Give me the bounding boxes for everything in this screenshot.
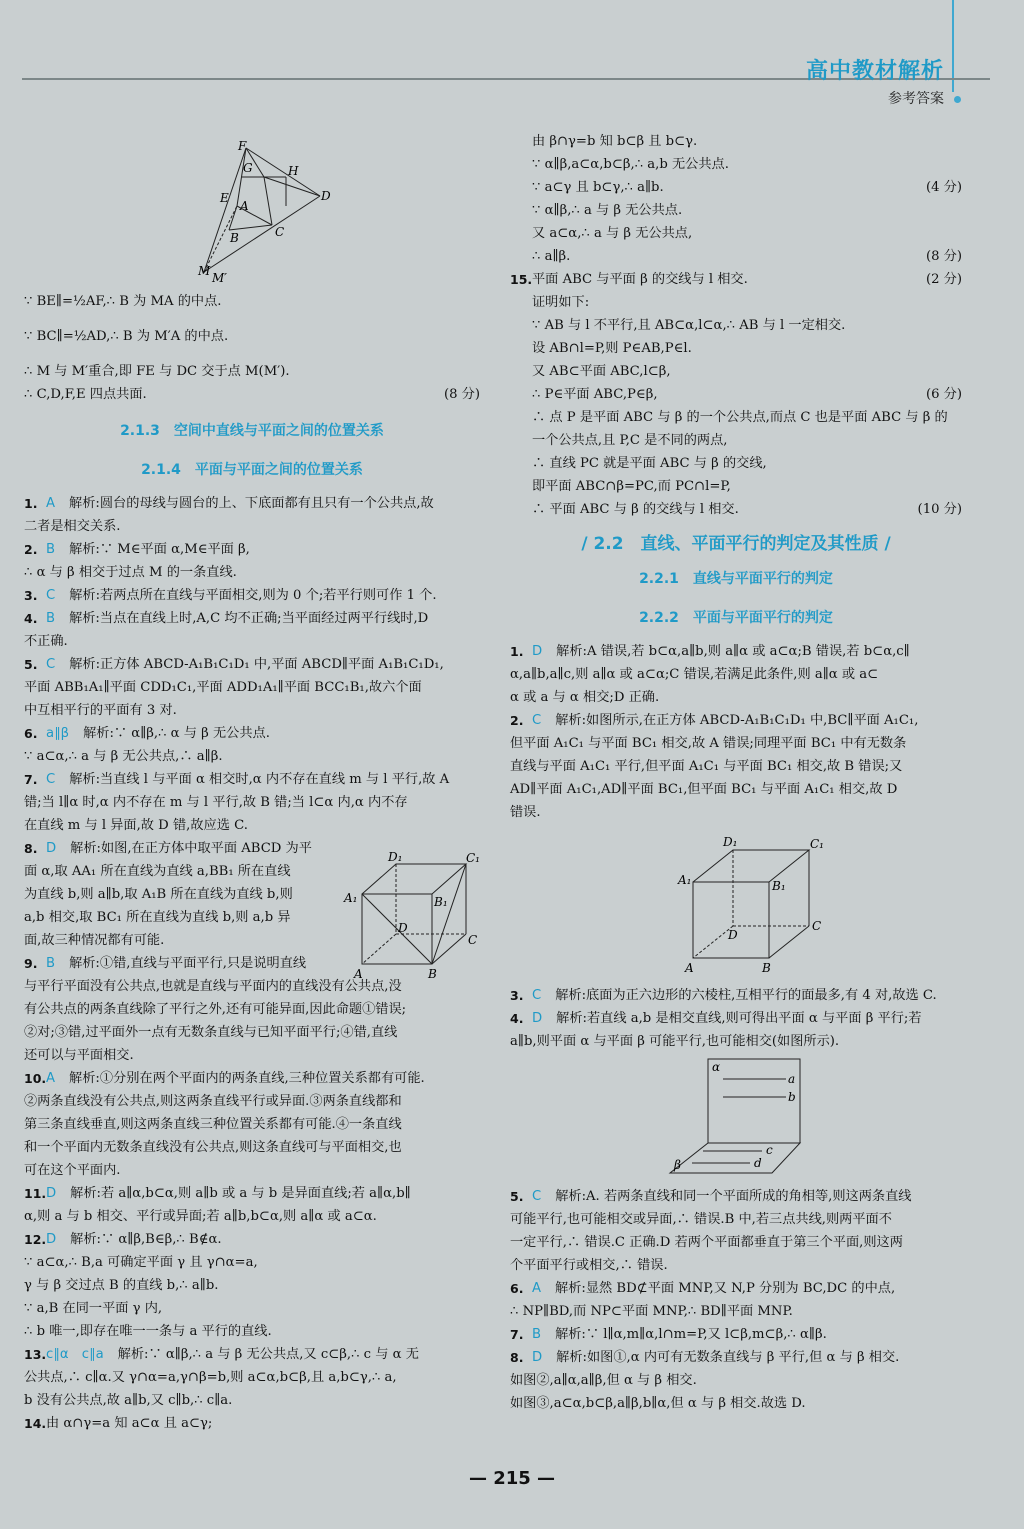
answer-text: 与平行平面没有公共点,也就是直线与平面内的直线没有公共点,没 <box>24 979 402 994</box>
cube-left-svg <box>340 848 480 988</box>
answer-item <box>510 1323 962 1346</box>
answer-text: 第三条直线垂直,则这两条直线三种位置关系都有可能.④一条直线 <box>24 1117 402 1132</box>
points: (6 分) <box>925 387 962 402</box>
answer-line <box>24 745 480 768</box>
answer-text: 解析:当点在直线上时,A,C 均不正确;当平面经过两平行线时,D <box>69 611 429 626</box>
cube-right-label-c1: C₁ <box>810 837 824 851</box>
answer-text: 解析:圆台的母线与圆台的上、下底面都有且只有一个公共点,故 <box>69 496 434 511</box>
planes-label-d: d <box>754 1156 762 1170</box>
question-number: 4. <box>24 611 38 626</box>
question-number: 3. <box>24 588 38 603</box>
answer-item <box>510 1346 962 1415</box>
cube-right-label-c: C <box>812 919 822 933</box>
answer-text: 有公共点的两条直线除了平行之外,还有可能异面,因此命题①错误; <box>24 1002 407 1017</box>
answer-text: 直线与平面 A₁C₁ 平行,但平面 A₁C₁ 与平面 BC₁ 相交,故 B 错误;又 <box>510 759 903 774</box>
cube-right-svg <box>510 824 962 984</box>
answer-line <box>510 1231 962 1254</box>
pre-text: ∴ C,D,F,E 四点共面. <box>24 387 147 402</box>
answer-text: 解析:∵ l∥α,m∥α,l∩m=P,又 l⊂β,m⊂β,∴ α∥β. <box>555 1327 827 1342</box>
q15-text: 平面 ABC 与平面 β 的交线与 l 相交. <box>532 272 748 287</box>
question-number: 11. <box>24 1186 47 1201</box>
pyramid-label-h: H <box>288 164 299 178</box>
answer-choice: A <box>46 496 56 511</box>
answer-line <box>24 630 480 653</box>
answer-text: α 或 a 与 α 相交;D 正确. <box>510 690 660 705</box>
answer-text: 面,故三种情况都有可能. <box>24 933 165 948</box>
answer-text: ∴ NP∥BD,而 NP⊂平面 MNP,∴ BD∥平面 MNP. <box>510 1304 793 1319</box>
question-number: 14. <box>24 1416 47 1431</box>
answer-text: 解析:正方体 ABCD-A₁B₁C₁D₁ 中,平面 ABCD∥平面 A₁B₁C₁D₁, <box>69 657 444 672</box>
answer-line <box>532 984 962 1007</box>
question-number: 6. <box>510 1281 524 1296</box>
answer-line <box>24 1136 480 1159</box>
answer-item <box>24 653 480 722</box>
q15-text: ∴ 平面 ABC 与 β 的交线与 l 相交. <box>532 502 739 517</box>
answer-choice: A <box>46 1071 56 1086</box>
answer-text: 解析:∵ α∥β,B∈β,∴ B∉α. <box>70 1232 222 1247</box>
answer-item <box>24 607 480 653</box>
pre-text: ∵ BE∥=½AF,∴ B 为 MA 的中点. <box>24 294 222 309</box>
answer-text: α,则 a 与 b 相交、平行或异面;若 a∥b,b⊂α,则 a∥α 或 a⊂α. <box>24 1209 377 1224</box>
pyramid-label-c: C <box>275 225 285 239</box>
pre-text: ∴ M 与 M′重合,即 FE 与 DC 交于点 M(M′). <box>24 364 290 379</box>
answer-line <box>24 676 480 699</box>
pyramid-label-b: B <box>230 231 239 245</box>
answer-item <box>510 1007 962 1053</box>
cube-right-label-b: B <box>762 961 771 975</box>
answer-text: 由 α∩γ=a 知 a⊂α 且 a⊂γ; <box>46 1416 213 1431</box>
answer-line <box>532 1007 962 1030</box>
answer-line <box>24 998 480 1021</box>
pre-text: ∵ BC∥=½AD,∴ B 为 M′A 的中点. <box>24 329 229 344</box>
answer-item <box>24 1182 480 1228</box>
answer-text: ∵ a,B 在同一平面 γ 内, <box>24 1301 163 1316</box>
answer-line <box>24 1297 480 1320</box>
q15-text: ∴ 点 P 是平面 ABC 与 β 的一个公共点,而点 C 也是平面 ABC 与 β 的 <box>532 410 948 425</box>
answer-text: 解析:底面为正六边形的六棱柱,互相平行的面最多,有 4 对,故选 C. <box>555 988 937 1003</box>
answer-text: 解析:①分别在两个平面内的两条直线,三种位置关系都有可能. <box>69 1071 425 1086</box>
answer-item <box>510 709 962 824</box>
q15-line <box>532 406 962 429</box>
answer-choice: B <box>46 611 56 626</box>
answer-text: 在直线 m 与 l 异面,故 D 错,故应选 C. <box>24 818 248 833</box>
answer-text: 为直线 b,则 a∥b,取 A₁B 所在直线为直线 b,则 <box>24 887 293 902</box>
cube-right-label-d: D <box>728 928 738 942</box>
q15-text: 一个公共点,且 P,C 是不同的两点, <box>532 433 728 448</box>
header-subtitle: 参考答案 <box>888 91 944 107</box>
pre-text: ∵ a⊂γ 且 b⊂γ,∴ a∥b. <box>532 180 664 195</box>
section-heading-2-2-2: 2.2.2 平面与平面平行的判定 <box>639 610 833 626</box>
answer-text: 中互相平行的平面有 3 对. <box>24 703 177 718</box>
answer-line <box>46 538 480 561</box>
pre-line <box>532 176 962 199</box>
answer-item <box>510 640 962 709</box>
section-heading-2-1-3: 2.1.3 空间中直线与平面之间的位置关系 <box>120 423 384 439</box>
answer-text: 个平面平行或相交,∴ 错误. <box>510 1258 668 1273</box>
answer-text: 解析:A 错误,若 b⊂α,a∥b,则 a∥α 或 a⊂α;B 错误,若 b⊂α,c∥ <box>556 644 910 659</box>
answer-choice: C <box>532 1189 542 1204</box>
answer-text: 公共点,∴ c∥α.又 γ∩α=a,γ∩β=b,则 a⊂α,b⊂β,且 a,b⊂γ,∴ a, <box>24 1370 397 1385</box>
answer-line <box>46 492 480 515</box>
q15-text: ∵ AB 与 l 不平行,且 AB⊂α,l⊂α,∴ AB 与 l 一定相交. <box>532 318 846 333</box>
answer-line <box>510 686 962 709</box>
planes-label-beta: β <box>674 1158 681 1172</box>
answer-line <box>510 1392 962 1415</box>
answer-text: ②两条直线没有公共点,则这两条直线平行或异面.③两条直线都和 <box>24 1094 402 1109</box>
answer-text: ∴ b 唯一,即存在唯一一条与 a 平行的直线. <box>24 1324 272 1339</box>
question-number: 2. <box>510 713 524 728</box>
answer-line <box>46 768 480 791</box>
right-column <box>510 130 962 1415</box>
answer-text: 二者是相交关系. <box>24 519 121 534</box>
answer-line <box>46 722 480 745</box>
answer-line <box>24 1113 480 1136</box>
answer-line <box>24 1090 480 1113</box>
answer-text: 解析:当直线 l 与平面 α 相交时,α 内不存在直线 m 与 l 平行,故 A <box>69 772 450 787</box>
pyramid-label-m: M <box>198 264 211 278</box>
answer-line <box>510 663 962 686</box>
right-answer-list-a <box>510 640 962 824</box>
section-heading-2-1-4: 2.1.4 平面与平面之间的位置关系 <box>141 462 363 478</box>
answer-text: 还可以与平面相交. <box>24 1048 134 1063</box>
answer-text: a∥b,则平面 α 与平面 β 可能平行,也可能相交(如图所示). <box>510 1034 840 1049</box>
answer-line <box>532 640 962 663</box>
q15-text: ∴ 直线 PC 就是平面 ABC 与 β 的交线, <box>532 456 767 471</box>
answer-item <box>510 1185 962 1277</box>
answer-line <box>510 732 962 755</box>
q15-line <box>532 291 962 314</box>
answer-choice: D <box>46 1232 57 1247</box>
answer-choice: A <box>532 1281 542 1296</box>
pyramid-label-a: A <box>240 199 249 213</box>
section-heading-2-2: / 2.2 直线、平面平行的判定及其性质 / <box>581 534 891 554</box>
question-number: 3. <box>510 988 524 1003</box>
cube-figure-left <box>340 848 480 988</box>
answer-text: 不正确. <box>24 634 68 649</box>
header-dot <box>954 96 961 103</box>
answer-item <box>24 1228 480 1343</box>
cube-left-label-a: A <box>354 967 363 981</box>
answer-choice: D <box>46 841 57 856</box>
page-number: — 215 — <box>468 1468 556 1489</box>
answer-text: ∵ a⊂α,∴ B,a 可确定平面 γ 且 γ∩α=a, <box>24 1255 258 1270</box>
question-number: 9. <box>24 956 38 971</box>
answer-line <box>510 1208 962 1231</box>
question-number: 12. <box>24 1232 47 1247</box>
pre-line <box>532 222 962 245</box>
answer-line <box>510 1254 962 1277</box>
answer-item <box>24 1067 480 1182</box>
answer-line <box>24 515 480 538</box>
answer-choice: c∥α c∥a <box>46 1347 104 1362</box>
answer-line <box>24 1159 480 1182</box>
cube-left-label-b1: B₁ <box>434 895 448 909</box>
answer-text: 解析:若 a∥α,b⊂α,则 a∥b 或 a 与 b 是异面直线;若 a∥α,b∥ <box>70 1186 411 1201</box>
question-number: 6. <box>24 726 38 741</box>
answer-line <box>24 1251 480 1274</box>
answer-choice: D <box>532 1350 543 1365</box>
pyramid-label-d: D <box>321 189 331 203</box>
pyramid-label-g: G <box>243 161 253 175</box>
answer-line <box>532 1323 962 1346</box>
answer-line <box>24 1205 480 1228</box>
answer-choice: B <box>46 542 56 557</box>
answer-text: 错误. <box>510 805 541 820</box>
answer-choice: C <box>46 588 56 603</box>
answer-item <box>24 584 480 607</box>
answer-line <box>510 1369 962 1392</box>
q15-line <box>532 268 962 291</box>
answer-item <box>24 538 480 584</box>
answer-choice: C <box>532 713 542 728</box>
pre-line <box>532 153 962 176</box>
question-15 <box>510 268 962 521</box>
answer-line <box>532 1185 962 1208</box>
pre-line <box>24 325 480 348</box>
pre-line <box>532 245 962 268</box>
planes-label-c: c <box>766 1143 773 1157</box>
points: (8 分) <box>443 387 480 402</box>
points: (4 分) <box>925 180 962 195</box>
answer-line <box>510 778 962 801</box>
answer-line <box>24 1044 480 1067</box>
answer-text: 如图②,a∥α,a∥β,但 α 与 β 相交. <box>510 1373 697 1388</box>
answer-text: 解析:若直线 a,b 是相交直线,则可得出平面 α 与平面 β 平行;若 <box>556 1011 922 1026</box>
points: (10 分) <box>917 502 962 517</box>
pyramid-label-e: E <box>220 191 229 205</box>
pre-line <box>24 290 480 313</box>
answer-text: 解析:若两点所在直线与平面相交,则为 0 个;若平行则可作 1 个. <box>69 588 437 603</box>
answer-line <box>46 584 480 607</box>
answer-line <box>24 561 480 584</box>
answer-text: 可在这个平面内. <box>24 1163 121 1178</box>
answer-text: 错;当 l∥α 时,α 内不存在 m 与 l 平行,故 B 错;当 l⊂α 内,α 内不存 <box>24 795 408 810</box>
pre-text: 又 a⊂α,∴ a 与 β 无公共点, <box>532 226 693 241</box>
cube-left-label-b: B <box>428 967 437 981</box>
answer-item <box>24 1412 480 1435</box>
cube-right-label-b1: B₁ <box>772 879 786 893</box>
q15-line <box>532 337 962 360</box>
cube-left-label-c1: C₁ <box>466 851 480 865</box>
cube-right-label-a: A <box>685 961 694 975</box>
answer-line <box>510 801 962 824</box>
q15-line <box>532 360 962 383</box>
pre-text: ∵ α∥β,∴ a 与 β 无公共点. <box>532 203 683 218</box>
pre-line <box>532 199 962 222</box>
pre-text: ∵ α∥β,a⊂α,b⊂β,∴ a,b 无公共点. <box>532 157 729 172</box>
q15-text: 又 AB⊂平面 ABC,l⊂β, <box>532 364 671 379</box>
question-number: 7. <box>510 1327 524 1342</box>
question-number: 5. <box>24 657 38 672</box>
cube-left-label-d1: D₁ <box>388 850 403 864</box>
pyramid-label-m-prime: M′ <box>212 271 228 285</box>
answer-line <box>24 1320 480 1343</box>
answer-choice: B <box>532 1327 542 1342</box>
answer-line <box>46 607 480 630</box>
answer-choice: C <box>46 657 56 672</box>
q15-line <box>532 475 962 498</box>
answer-line <box>24 699 480 722</box>
answer-text: 解析:A. 若两条直线和同一个平面所成的角相等,则这两条直线 <box>555 1189 912 1204</box>
answer-item <box>24 722 480 768</box>
cube-right-label-a1: A₁ <box>678 873 692 887</box>
q15-text: 即平面 ABC∩β=PC,而 PC∩l=P, <box>532 479 731 494</box>
answer-line <box>46 1067 480 1090</box>
section-heading-2-2-1: 2.2.1 直线与平面平行的判定 <box>639 571 833 587</box>
answer-line <box>510 1300 962 1323</box>
right-answer-list-b <box>510 984 962 1053</box>
points: (8 分) <box>925 249 962 264</box>
cube-left-label-c: C <box>468 933 478 947</box>
answer-text: 解析:∵ M∈平面 α,M∈平面 β, <box>69 542 250 557</box>
cube-figure-right <box>510 824 962 984</box>
answer-line <box>46 1343 480 1366</box>
answer-text: 可能平行,也可能相交或异面,∴ 错误.B 中,若三点共线,则两平面不 <box>510 1212 892 1227</box>
answer-text: ∵ a⊂α,∴ a 与 β 无公共点,∴ a∥β. <box>24 749 223 764</box>
answer-choice: D <box>532 644 543 659</box>
planes-label-b: b <box>788 1090 796 1104</box>
answer-line <box>46 653 480 676</box>
q15-line <box>532 498 962 521</box>
answer-line <box>510 755 962 778</box>
answer-line <box>24 1366 480 1389</box>
pre-text: 由 β∩γ=b 知 b⊂β 且 b⊂γ. <box>532 134 698 149</box>
answer-text: 如图③,a⊂α,b⊂β,a∥β,b∥α,但 α 与 β 相交.故选 D. <box>510 1396 806 1411</box>
answer-text: 解析:如图所示,在正方体 ABCD-A₁B₁C₁D₁ 中,BC∥平面 A₁C₁, <box>555 713 919 728</box>
answer-line <box>24 1389 480 1412</box>
question-number: 10. <box>24 1071 47 1086</box>
answer-line <box>532 1277 962 1300</box>
answer-text: AD∥平面 A₁C₁,AD∥平面 BC₁,但平面 BC₁ 与平面 A₁C₁ 相交,故 D <box>510 782 898 797</box>
question-number: 7. <box>24 772 38 787</box>
question-number: 4. <box>510 1011 524 1026</box>
cube-left-label-a1: A₁ <box>344 891 358 905</box>
answer-text: 一定平行,∴ 错误.C 正确.D 若两个平面都垂直于第三个平面,则这两 <box>510 1235 903 1250</box>
answer-line <box>510 1030 962 1053</box>
q15-line <box>532 314 962 337</box>
q15-text: ∴ P∈平面 ABC,P∈β, <box>532 387 658 402</box>
answer-choice: C <box>532 988 542 1003</box>
answer-item <box>24 1343 480 1412</box>
answer-text: α,a∥b,a∥c,则 a∥α 或 a⊂α;C 错误,若满足此条件,则 a∥α 或 a⊂ <box>510 667 879 682</box>
pre-line <box>24 383 480 406</box>
answer-line <box>532 709 962 732</box>
answer-item <box>24 768 480 837</box>
points: (2 分) <box>925 272 962 287</box>
planes-figure <box>510 1053 962 1185</box>
question-number: 1. <box>510 644 524 659</box>
answer-text: 但平面 A₁C₁ 与平面 BC₁ 相交,故 A 错误;同理平面 BC₁ 中有无数条 <box>510 736 907 751</box>
answer-line <box>24 1021 480 1044</box>
answer-item <box>510 984 962 1007</box>
question-number: 5. <box>510 1189 524 1204</box>
answer-text: 解析:∵ α∥β,∴ α 与 β 无公共点. <box>83 726 270 741</box>
question-number: 2. <box>24 542 38 557</box>
question-number: 8. <box>24 841 38 856</box>
pyramid-label-f: F <box>238 139 247 153</box>
answer-choice: D <box>532 1011 543 1026</box>
answer-line <box>24 1274 480 1297</box>
answer-line <box>46 1182 480 1205</box>
answer-line <box>24 791 480 814</box>
answer-line <box>46 1228 480 1251</box>
question-number: 8. <box>510 1350 524 1365</box>
q15-text: 设 AB∩l=P,则 P∈AB,P∈l. <box>532 341 692 356</box>
pre-text: ∴ a∥β. <box>532 249 571 264</box>
answer-text: 面 α,取 AA₁ 所在直线为直线 a,BB₁ 所在直线 <box>24 864 291 879</box>
answer-line <box>46 1412 480 1435</box>
answer-choice: a∥β <box>46 726 70 741</box>
question-number: 1. <box>24 496 38 511</box>
right-pre-block <box>510 130 962 268</box>
answer-item <box>510 1277 962 1323</box>
answer-item <box>24 492 480 538</box>
answer-text: a,b 相交,取 BC₁ 所在直线为直线 b,则 a,b 异 <box>24 910 291 925</box>
answer-text: 解析:如图,在正方体中取平面 ABCD 为平 <box>70 841 312 856</box>
header-title: 高中教材解析 <box>805 59 944 84</box>
left-column <box>24 130 480 1435</box>
cube-right-label-d1: D₁ <box>723 835 738 849</box>
answer-text: 解析:如图①,α 内可有无数条直线与 β 平行,但 α 与 β 相交. <box>556 1350 900 1365</box>
planes-svg <box>510 1053 962 1185</box>
pre-line <box>532 130 962 153</box>
q15-text: 证明如下: <box>532 295 590 310</box>
answer-text: 平面 ABB₁A₁∥平面 CDD₁C₁,平面 ADD₁A₁∥平面 BCC₁B₁,故六个面 <box>24 680 422 695</box>
answer-line <box>532 1346 962 1369</box>
q15-line <box>532 452 962 475</box>
answer-text: 解析:∵ α∥β,∴ a 与 β 无公共点,又 c⊂β,∴ c 与 α 无 <box>117 1347 419 1362</box>
pyramid-figure <box>24 130 480 288</box>
question-15-lines <box>532 268 962 521</box>
answer-choice: C <box>46 772 56 787</box>
q15-line <box>532 383 962 406</box>
question-number: 13. <box>24 1347 47 1362</box>
question-number: 15. <box>510 272 533 287</box>
q15-line <box>532 429 962 452</box>
cube-left-label-d: D <box>398 921 408 935</box>
answer-text: 和一个平面内无数条直线没有公共点,则这条直线可与平面相交,也 <box>24 1140 402 1155</box>
answer-text: ∴ α 与 β 相交于过点 M 的一条直线. <box>24 565 237 580</box>
answer-text: 解析:①错,直线与平面平行,只是说明直线 <box>69 956 307 971</box>
pyramid-svg <box>24 130 480 288</box>
planes-label-alpha: α <box>712 1060 721 1074</box>
answer-text: b 没有公共点,故 a∥b,又 c∥b,∴ c∥a. <box>24 1393 233 1408</box>
answer-text: ②对;③错,过平面外一点有无数条直线与已知平面平行;④错,直线 <box>24 1025 398 1040</box>
answer-text: γ 与 β 交过点 B 的直线 b,∴ a∥b. <box>24 1278 219 1293</box>
answer-text: 解析:显然 BD⊄平面 MNP,又 N,P 分别为 BC,DC 的中点, <box>555 1281 896 1296</box>
answer-choice: B <box>46 956 56 971</box>
answer-line <box>24 814 480 837</box>
right-answer-list-c <box>510 1185 962 1415</box>
answer-choice: D <box>46 1186 57 1201</box>
planes-label-a: a <box>788 1072 796 1086</box>
pre-line <box>24 360 480 383</box>
